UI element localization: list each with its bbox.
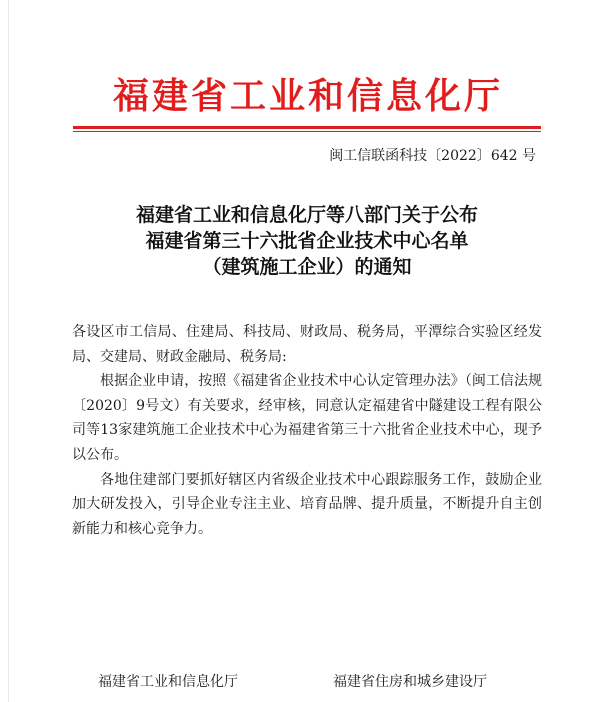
recipients-paragraph: 各设区市工信局、住建局、科技局、财政局、税务局，平潭综合实验区经发局、交建局、财政金融局、税务局:	[72, 324, 542, 365]
signature-right: 福建省住房和城乡建设厅	[333, 674, 487, 690]
letterhead-title: 福建省工业和信息化厅	[112, 75, 503, 117]
document-body	[72, 320, 542, 541]
letterhead-red-rule-thin	[73, 131, 541, 132]
signature-left: 福建省工业和信息化厅	[98, 674, 238, 690]
title-line-2: 福建省第三十六批省企业技术中心名单	[145, 230, 469, 252]
title-line-3: （建筑施工企业）的通知	[202, 256, 412, 278]
signature-block	[0, 671, 612, 695]
title-line-1: 福建省工业和信息化厅等八部门关于公布	[135, 204, 478, 226]
page-left-edge	[8, 0, 9, 702]
document-number: 闽工信联函科技〔2022〕642 号	[329, 148, 536, 164]
letterhead-red-rule	[73, 126, 541, 129]
body-paragraph-1: 根据企业申请，按照《福建省企业技术中心认定管理办法》（闽工信法规〔2020〕9号文）有关要求，经审核，同意认定福建省中隧建设工程有限公司等13家建筑施工企业技术中心为福建省第三十六批省企业技术中心，现予以公布。	[72, 373, 542, 463]
document-title	[73, 202, 541, 280]
body-paragraph-2: 各地住建部门要抓好辖区内省级企业技术中心跟踪服务工作，鼓励企业加大研发投入，引导企业专注主业、培育品牌、提升质量，不断提升自主创新能力和核心竞争力。	[72, 471, 542, 537]
